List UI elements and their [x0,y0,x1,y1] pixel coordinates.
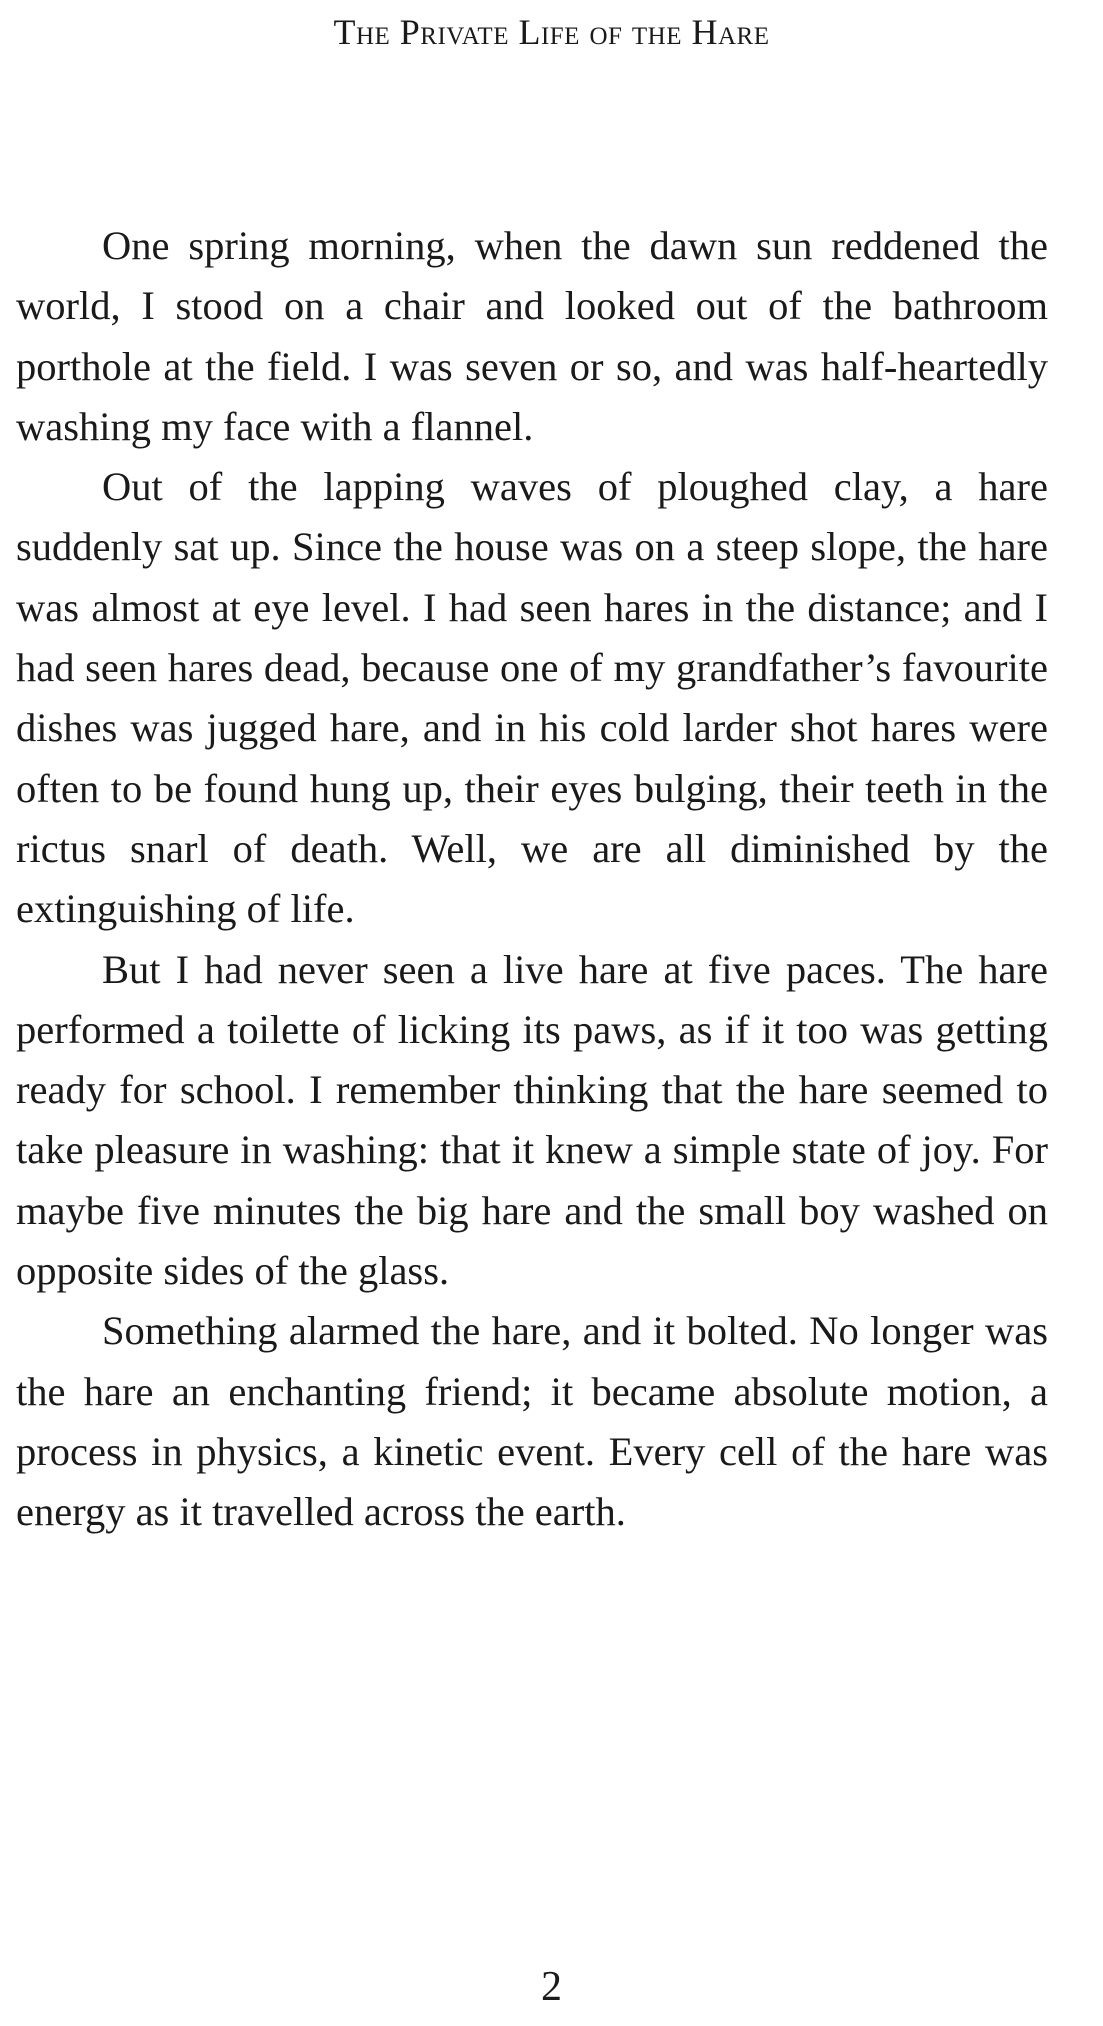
paragraph: One spring morning, when the dawn sun reddened the world, I stood on a chair and looked out of the bathroom porthole at the field. I was seven or so, and was half-heartedly washing my face with a flannel. [16,223,1048,449]
running-head: The Private Life of the Hare [333,12,770,52]
paragraph: But I had never seen a live hare at five paces. The hare performed a toilette of licking its paws, as if it too was getting ready for school. I remember thinking that the hare seemed to take pleasure in washing: that it knew a simple state of joy. For maybe five minutes the big hare and the small boy washed on opposite sides of the glass. [16,946,1048,1294]
page-number: 2 [541,1964,562,2010]
paragraph: Something alarmed the hare, and it bolted. No longer was the hare an enchanting friend; it became absolute motion, a process in physics, a kinetic event. Every cell of the hare was energy as it travelled across the earth. [16,1308,1048,1535]
body-text [16,216,1048,1543]
paragraph: Out of the lapping waves of ploughed clay, a hare suddenly sat up. Since the house was on a steep slope, the hare was almost at eye level. I had seen hares in the distance; and I had seen hares dead, because one of my grandfather’s favourite dishes was jugged hare, and in his cold larder shot hares were often to be found hung up, their eyes bulging, their teeth in the rictus snarl of death. Well, we are all diminished by the extinguishing of life. [16,464,1048,932]
